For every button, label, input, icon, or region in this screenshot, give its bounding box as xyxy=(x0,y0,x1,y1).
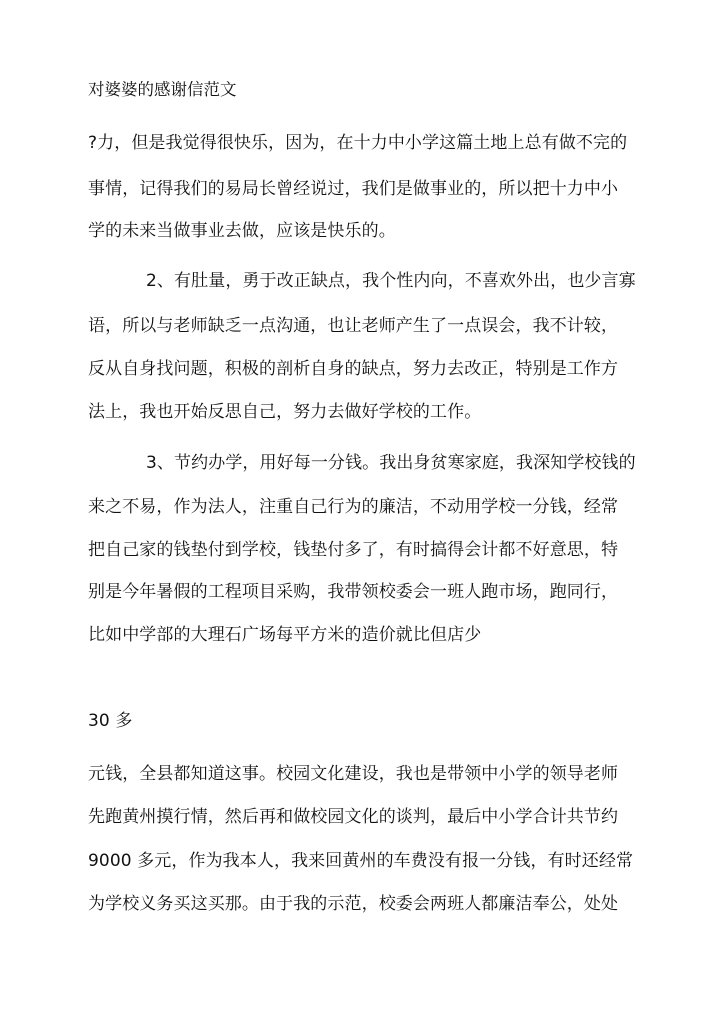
text-line: 3、节约办学，用好每一分钱。我出身贫寒家庭，我深知学校钱的 xyxy=(146,453,636,473)
text-line: 语，所以与老师缺乏一点沟通，也让老师产生了一点误会，我不计较， xyxy=(88,316,619,336)
text-line: 来之不易，作为法人，注重自己行为的廉洁，不动用学校一分钱，经常 xyxy=(88,497,619,517)
text-line: ?力，但是我觉得很快乐，因为，在十力中小学这篇土地上总有做不完的 xyxy=(88,133,628,153)
text-line: 比如中学部的大理石广场每平方米的造价就比但店少 xyxy=(88,625,482,645)
text-line: 别是今年暑假的工程项目采购，我带领校委会一班人跑市场，跑同行， xyxy=(88,582,619,602)
text-line: 9000 多元，作为我本人，我来回黄州的车费没有报一分钱，有时还经常 xyxy=(88,851,634,871)
text-line: 学的未来当做事业去做，应该是快乐的。 xyxy=(88,221,396,241)
text-line: 为学校义务买这买那。由于我的示范，校委会两班人都廉洁奉公，处处 xyxy=(88,894,619,914)
text-line: 2、有肚量，勇于改正缺点，我个性内向，不喜欢外出，也少言寡 xyxy=(146,271,636,291)
text-line: 法上，我也开始反思自己，努力去做好学校的工作。 xyxy=(88,402,482,422)
text-line: 事情，记得我们的易局长曾经说过，我们是做事业的，所以把十力中小 xyxy=(88,179,619,199)
text-line: 30 多 xyxy=(88,711,133,731)
text-line: 先跑黄州摸行情，然后再和做校园文化的谈判，最后中小学合计共节约 xyxy=(88,807,619,827)
text-line: 把自己家的钱垫付到学校，钱垫付多了，有时搞得会计都不好意思，特 xyxy=(88,540,619,560)
document-title: 对婆婆的感谢信范文 xyxy=(88,80,237,99)
text-line: 反从自身找问题，积极的剖析自身的缺点，努力去改正，特别是工作方 xyxy=(88,359,619,379)
text-line: 元钱，全县都知道这事。校园文化建设，我也是带领中小学的领导老师 xyxy=(88,764,619,784)
